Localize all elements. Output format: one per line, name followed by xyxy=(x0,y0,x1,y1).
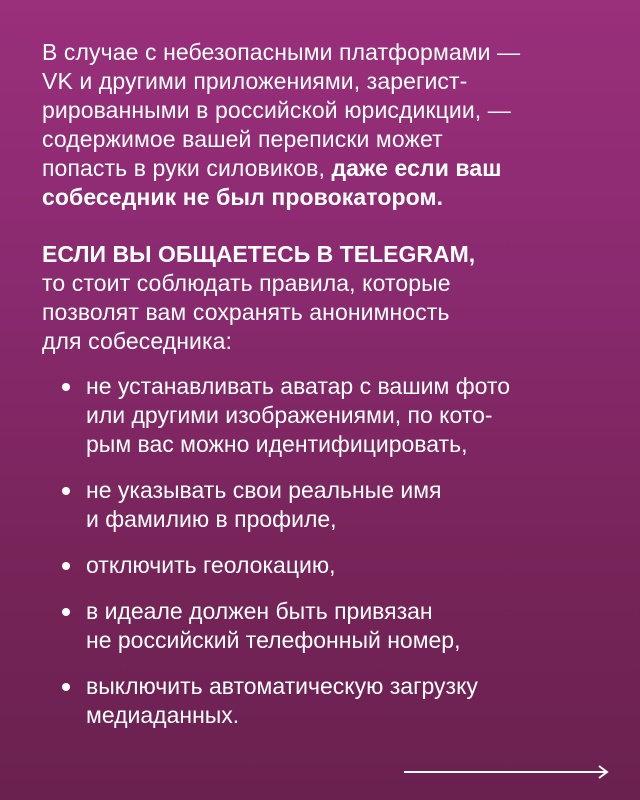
section-subtext xyxy=(42,269,602,356)
list-item-line: не устанавливать аватар с вашим фото xyxy=(86,373,511,399)
telegram-section xyxy=(42,240,602,356)
list-item-line: медиаданных. xyxy=(86,702,240,728)
list-item-line: рым вас можно идентифицировать, xyxy=(86,431,468,457)
list-item xyxy=(42,597,602,655)
section-heading: ЕСЛИ ВЫ ОБЩАЕТЕСЬ В TELEGRAM, xyxy=(42,241,476,267)
intro-bold-text: даже если ваш xyxy=(331,155,502,181)
list-item-line: не российский телефонный номер, xyxy=(86,627,461,653)
intro-line: содержимое вашей переписки может xyxy=(42,126,443,152)
intro-paragraph xyxy=(42,38,602,212)
rules-list xyxy=(42,372,602,730)
bullet-dot-icon xyxy=(62,383,70,391)
bullet-dot-icon xyxy=(62,683,70,691)
arrow-right-icon xyxy=(404,764,610,780)
intro-line: В случае с небезопасными платформами — xyxy=(42,39,521,65)
list-item-line: в идеале должен быть привязан xyxy=(86,598,433,624)
list-item-line: не указывать свои реальные имя xyxy=(86,477,442,503)
list-item xyxy=(42,551,602,580)
bullet-dot-icon xyxy=(62,608,70,616)
intro-line: рированными в российской юрисдикции, — xyxy=(42,97,511,123)
next-slide-button[interactable] xyxy=(404,764,610,780)
list-item-line: и фамилию в профиле, xyxy=(86,506,337,532)
subtext-line: то стоит соблюдать правила, которые xyxy=(42,270,451,296)
list-item-line: выключить автоматическую загрузку xyxy=(86,673,478,699)
subtext-line: позволят вам сохранять анонимность xyxy=(42,299,450,325)
list-item xyxy=(42,672,602,730)
list-item xyxy=(42,372,602,459)
list-item-line: или другими изображениями, по кото- xyxy=(86,402,493,428)
intro-bold-text: собеседник не был провокатором. xyxy=(42,184,444,210)
list-item xyxy=(42,476,602,534)
intro-line: VK и другими приложениями, зарегист- xyxy=(42,68,468,94)
bullet-dot-icon xyxy=(62,562,70,570)
intro-line: попасть в руки силовиков, xyxy=(42,155,332,181)
bullet-dot-icon xyxy=(62,487,70,495)
subtext-line: для собеседника: xyxy=(42,328,233,354)
content-card xyxy=(42,38,602,747)
list-item-line: отключить геолокацию, xyxy=(86,552,336,578)
